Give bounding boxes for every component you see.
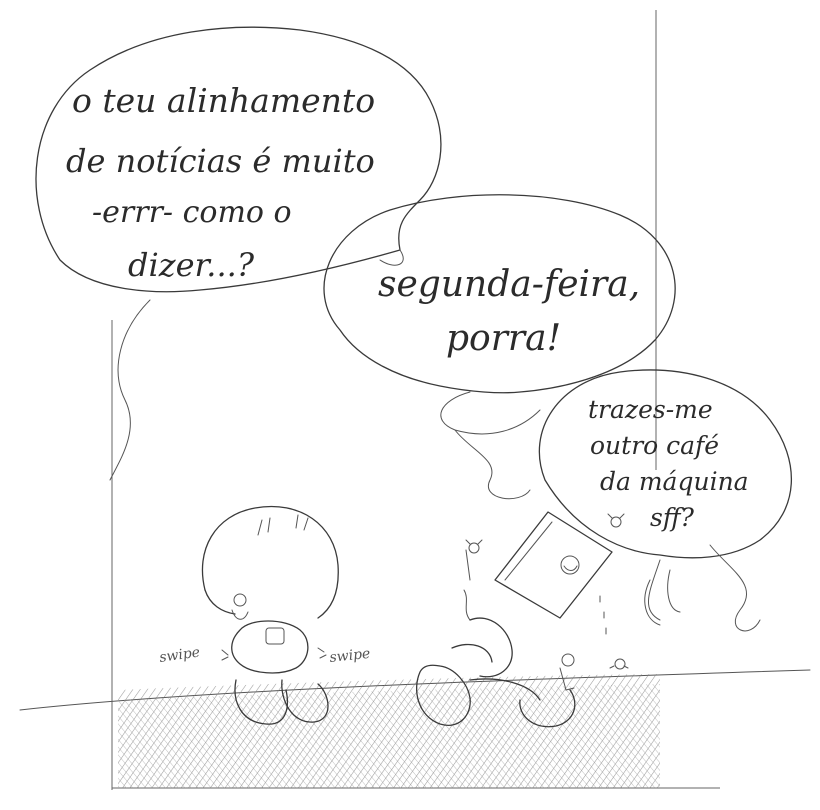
bubble-right-line-2: outro café — [590, 431, 720, 460]
bubble-right-line-3: da máquina — [600, 467, 749, 496]
sfx-swipe-right: swipe — [328, 645, 372, 666]
speech-bubble-left — [36, 27, 441, 480]
sfx-swipe-left: swipe — [158, 644, 202, 666]
bubble-left-line-2: de notícias é muito — [66, 142, 375, 180]
bubble-middle-line-1: segunda-feira, — [378, 264, 641, 305]
bubble-middle-line-2: porra! — [446, 318, 562, 359]
bubble-left-line-4: dizer...? — [128, 246, 254, 284]
bubble-right-line-1: trazes-me — [588, 395, 713, 424]
speech-bubble-right — [539, 370, 791, 631]
bubble-left-line-1: o teu alinhamento — [72, 81, 376, 120]
bubble-right-line-4: sff? — [650, 503, 694, 532]
bubble-left-line-3: -errr- como o — [92, 195, 292, 230]
grass-ground — [118, 674, 660, 788]
